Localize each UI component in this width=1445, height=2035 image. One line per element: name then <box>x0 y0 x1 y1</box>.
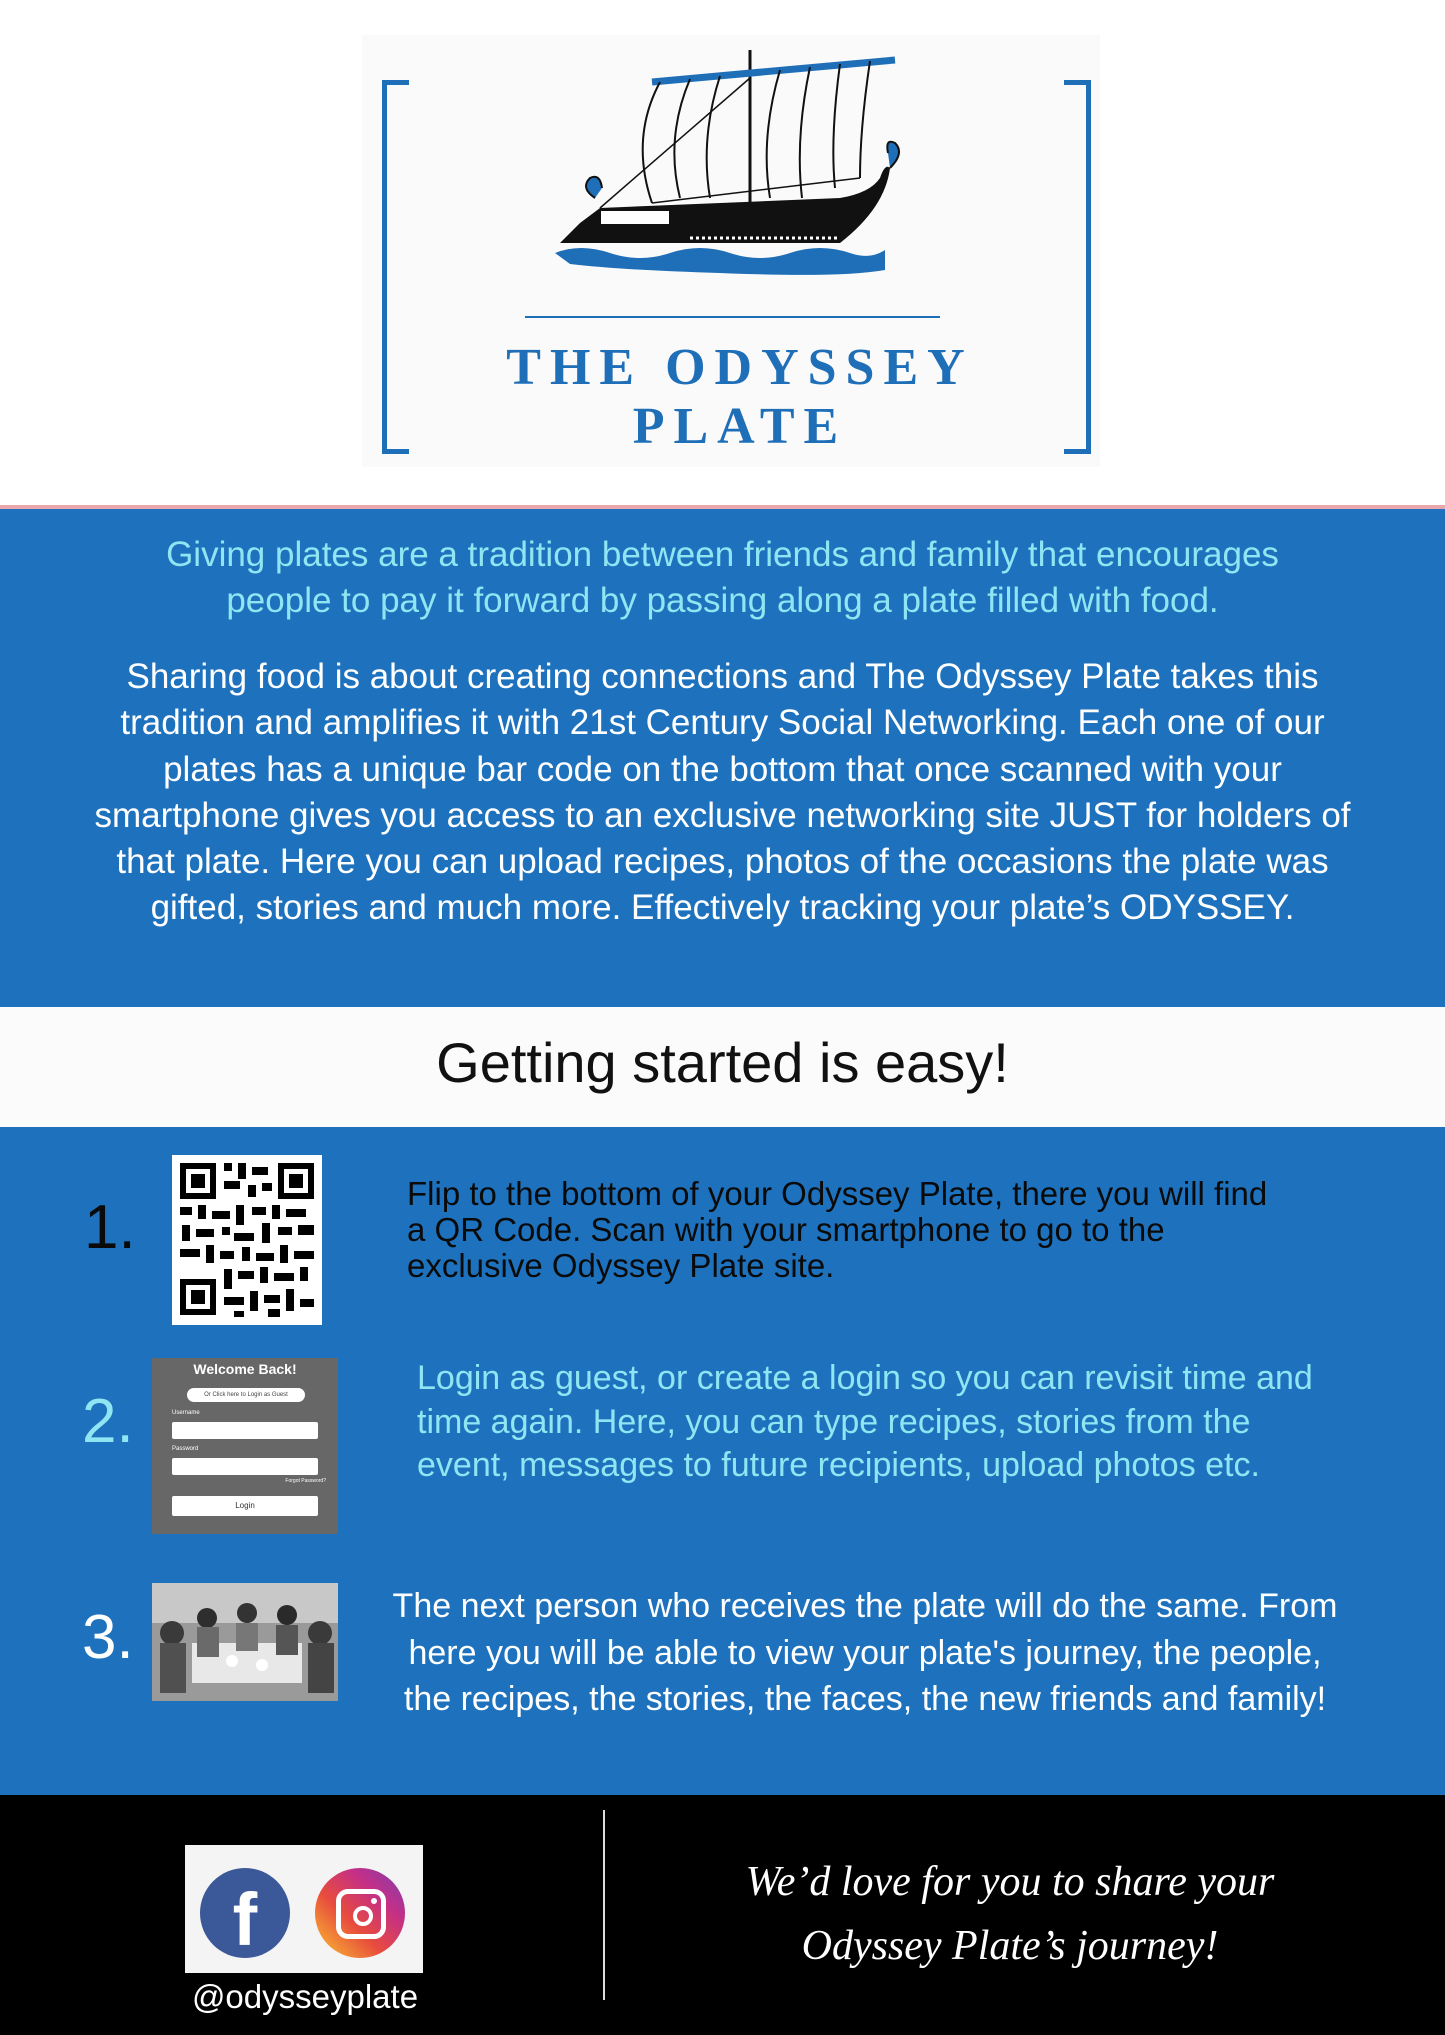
logo-underline <box>525 316 940 318</box>
step-2-number: 2. <box>82 1387 134 1456</box>
forgot-password-link: Forgot Password? <box>285 1478 326 1484</box>
step-3-number: 3. <box>82 1603 134 1672</box>
logo-wordmark: THE ODYSSEY PLATE <box>506 339 974 455</box>
username-field <box>172 1422 318 1439</box>
password-field <box>172 1458 318 1475</box>
ship-logo-icon <box>540 38 920 288</box>
getting-started-title: Getting started is easy! <box>436 1031 1009 1094</box>
step-2-text: Login as guest, or create a login so you can revisit time and time again. Here, you can type recipes, stories from the event, messages to future recipients, upload photos etc. <box>417 1359 1313 1484</box>
instagram-icon-lens <box>353 1906 373 1926</box>
qr-code-icon <box>172 1155 322 1325</box>
instagram-icon-frame <box>336 1889 386 1939</box>
instagram-icon-dot <box>371 1898 377 1904</box>
footer-message-line-1: We’d love for you to share your <box>745 1859 1275 1905</box>
password-label: Password <box>172 1446 199 1452</box>
footer-message <box>700 1850 1320 1978</box>
instagram-icon[interactable] <box>315 1868 405 1958</box>
login-button: Login <box>172 1496 318 1516</box>
group-photo-image <box>152 1583 338 1701</box>
username-label: Username <box>172 1410 200 1416</box>
login-title: Welcome Back! <box>193 1361 297 1377</box>
footer-divider <box>603 1810 605 2000</box>
login-screen-image <box>152 1358 338 1534</box>
guest-login-button: Or Click here to Login as Guest <box>187 1388 305 1402</box>
step-3-text: The next person who receives the plate will do the same. From here you will be able to view your plate's journey, the people, the recipes, the stories, the faces, the new friends and family! <box>392 1587 1338 1718</box>
step-1-text: Flip to the bottom of your Odyssey Plate, there you will find a QR Code. Scan with your smartphone to go to the exclusive Odyssey Plate site. <box>407 1175 1268 1284</box>
intro-body: Sharing food is about creating connections and The Odyssey Plate takes this tradition and amplifies it with 21st Century Social Networking. Each one of our plates has a unique bar code on the bottom that once scanned with your smartphone gives you access to an exclusive networking site JUST for holders of that plate. Here you can upload recipes, photos of the occasions the plate was gifted, stories and much more. Effectively tracking your plate’s ODYSSEY. <box>94 657 1351 928</box>
social-handle: @odysseyplate <box>191 1978 419 2015</box>
facebook-icon[interactable]: f <box>200 1868 290 1958</box>
intro-tagline: Giving plates are a tradition between friends and family that encourages people to pay it forward by passing along a plate filled with food. <box>166 535 1279 620</box>
footer-message-line-2: Odyssey Plate’s journey! <box>801 1923 1219 1969</box>
step-1-number: 1. <box>84 1193 136 1262</box>
